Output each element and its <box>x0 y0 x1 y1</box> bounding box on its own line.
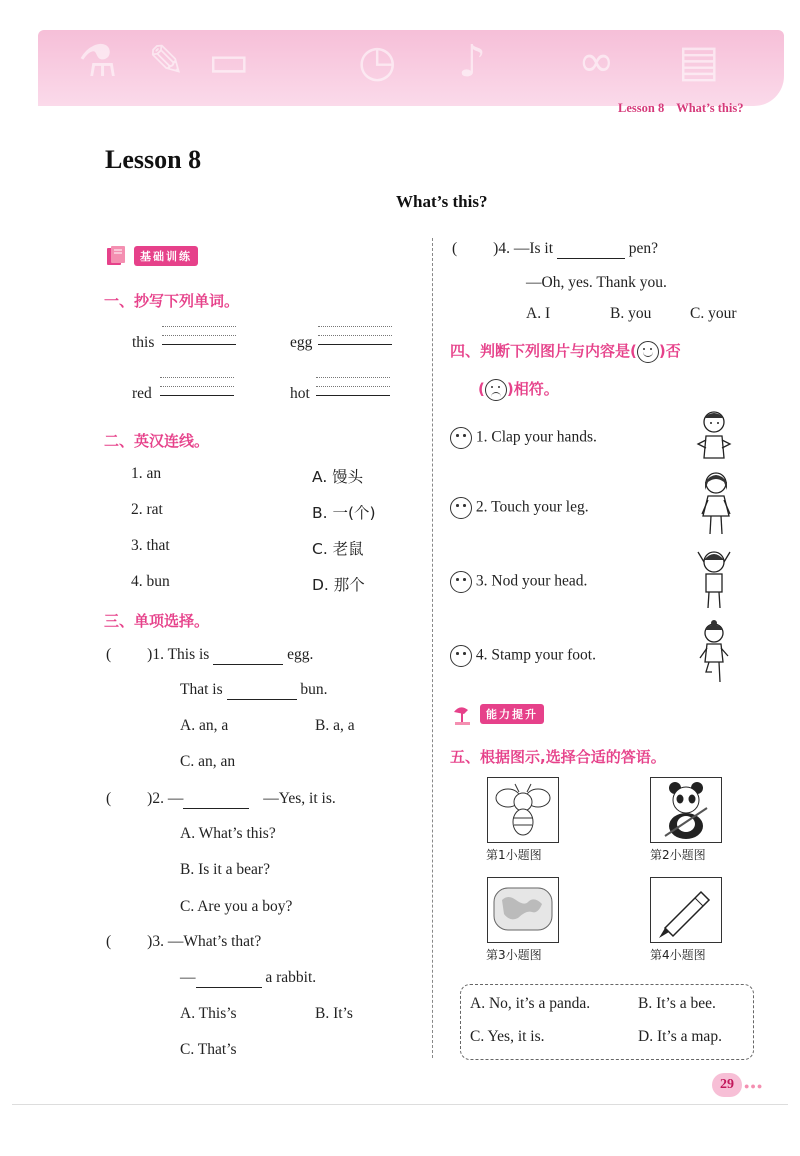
picture-panda <box>650 777 722 843</box>
paren-open: ( <box>106 646 112 663</box>
copy-line-egg[interactable] <box>318 322 392 348</box>
paren-close: ) <box>147 933 153 950</box>
q2-option-a[interactable]: A. What’s this? <box>180 825 276 842</box>
section2-heading: 二、英汉连线。 <box>104 432 210 450</box>
q2-answer-paren[interactable] <box>106 790 336 809</box>
match-right-a[interactable]: A. 馒头 <box>312 468 364 486</box>
q4-option-c[interactable]: C. your <box>690 305 737 322</box>
match-right-d[interactable]: D. 那个 <box>312 576 365 594</box>
copy-line-red[interactable] <box>160 373 234 399</box>
judge-item-1 <box>450 427 597 449</box>
q3-answer-paren[interactable] <box>106 933 261 951</box>
q1-option-a[interactable]: A. an, a <box>180 717 229 734</box>
copy-line-hot[interactable] <box>316 373 390 399</box>
child-clapping-illustration <box>692 408 738 464</box>
q4-blank[interactable] <box>557 240 625 259</box>
answer-a[interactable]: A. No, it’s a panda. <box>470 995 591 1012</box>
answer-c[interactable]: C. Yes, it is. <box>470 1028 545 1045</box>
judge-item-2 <box>450 497 589 519</box>
word-this: this <box>132 334 155 351</box>
q1-option-b[interactable]: B. a, a <box>315 717 355 734</box>
q1-blank2[interactable] <box>227 681 297 700</box>
sad-face-icon <box>485 379 507 401</box>
section4-heading-part1: 四、判断下列图片与内容是( <box>450 342 637 360</box>
q4-stem: 4. —Is it <box>498 240 554 257</box>
picture-pen <box>650 877 722 943</box>
caption-2: 第2小题图 <box>650 848 706 862</box>
smiley-face-icon <box>637 341 659 363</box>
q3-option-a[interactable]: A. This’s <box>180 1005 237 1022</box>
page-dots-decoration: ●●● <box>744 1081 764 1091</box>
q2-option-b[interactable]: B. Is it a bear? <box>180 861 270 878</box>
q3-option-b[interactable]: B. It’s <box>315 1005 353 1022</box>
section4-heading-part2: )否 <box>658 342 681 360</box>
notebook-icon: ▤ <box>678 36 720 87</box>
answer-face-icon[interactable] <box>450 427 472 449</box>
q1-stem-end: egg. <box>287 646 314 663</box>
match-left-1[interactable]: 1. an <box>131 465 162 482</box>
column-divider <box>432 238 433 1058</box>
q1-line2 <box>180 681 328 700</box>
book-stack-icon <box>104 244 130 268</box>
match-left-3[interactable]: 3. that <box>131 537 170 554</box>
bee-icon <box>488 778 558 842</box>
match-left-4[interactable]: 4. bun <box>131 573 170 590</box>
girl-stamping-foot-illustration <box>694 620 734 686</box>
clock-icon: ◷ <box>358 36 397 87</box>
section4-heading-line2 <box>478 378 559 401</box>
copy-line-this[interactable] <box>162 322 236 348</box>
match-right-c[interactable]: C. 老鼠 <box>312 540 364 558</box>
judge-item-3 <box>450 571 587 593</box>
pencil-icon: ✎ <box>148 36 185 87</box>
answer-face-icon[interactable] <box>450 645 472 667</box>
judge-item-3-text: 3. Nod your head. <box>475 572 588 590</box>
section4-heading <box>450 340 681 363</box>
bottom-rule <box>12 1104 788 1105</box>
section3-heading: 三、单项选择。 <box>104 612 210 630</box>
boy-nodding-illustration <box>694 548 734 610</box>
q2-stem: 2. — <box>152 790 184 807</box>
paren-close: ) <box>147 790 153 807</box>
panda-icon <box>651 778 721 842</box>
lesson-title: Lesson 8 <box>105 145 202 174</box>
q1-answer-paren[interactable] <box>106 646 313 665</box>
book-icon: ▭ <box>208 36 250 87</box>
running-header <box>618 101 743 116</box>
paren-open: ( <box>106 790 112 807</box>
section5-heading: 五、根据图示,选择合适的答语。 <box>450 748 666 766</box>
answer-face-icon[interactable] <box>450 497 472 519</box>
beaker-icon: ⚗ <box>78 36 118 87</box>
running-header-title: What’s this? <box>676 101 744 115</box>
section4-heading-part3: ( <box>478 380 485 398</box>
caption-1: 第1小题图 <box>486 848 542 862</box>
q1-line2-end: bun. <box>300 681 328 698</box>
q4-option-b[interactable]: B. you <box>610 305 652 322</box>
q2-option-c[interactable]: C. Are you a boy? <box>180 898 293 915</box>
pen-icon <box>651 878 721 942</box>
word-hot: hot <box>290 385 310 402</box>
q3-option-c[interactable]: C. That’s <box>180 1041 237 1058</box>
q1-stem: 1. This is <box>152 646 210 663</box>
advanced-label: 能力提升 <box>480 704 544 724</box>
q4-stem-end: pen? <box>628 240 659 257</box>
word-egg: egg <box>290 334 313 351</box>
picture-map <box>487 877 559 943</box>
q3-line2-end: a rabbit. <box>265 969 317 986</box>
section1-heading: 一、抄写下列单词。 <box>104 292 240 310</box>
q4-answer-paren[interactable] <box>452 240 658 259</box>
judge-item-2-text: 2. Touch your leg. <box>475 498 589 516</box>
word-red: red <box>132 385 152 402</box>
judge-item-4 <box>450 645 596 667</box>
q2-blank[interactable] <box>183 790 249 809</box>
header-banner <box>38 30 784 106</box>
lesson-subtitle: What’s this? <box>396 192 488 211</box>
q4-line2: —Oh, yes. Thank you. <box>526 274 667 291</box>
desk-lamp-icon <box>450 702 476 726</box>
match-left-2[interactable]: 2. rat <box>131 501 163 518</box>
section4-heading-part4: )相符。 <box>506 380 559 398</box>
note-icon: ♪ <box>458 36 487 87</box>
answer-d[interactable]: D. It’s a map. <box>638 1028 722 1045</box>
girl-touching-leg-illustration <box>696 470 736 540</box>
page-number: 29 <box>712 1073 742 1097</box>
paren-close: ) <box>493 240 499 257</box>
judge-item-1-text: 1. Clap your hands. <box>475 428 597 446</box>
caption-4: 第4小题图 <box>650 948 706 962</box>
answer-b[interactable]: B. It’s a bee. <box>638 995 716 1012</box>
running-header-lesson: Lesson 8 <box>618 101 665 115</box>
judge-item-4-text: 4. Stamp your foot. <box>475 646 596 664</box>
picture-bee <box>487 777 559 843</box>
q4-option-a[interactable]: A. I <box>526 305 551 322</box>
q2-stem-end: —Yes, it is. <box>263 790 336 807</box>
basic-training-badge <box>104 244 198 268</box>
paren-close: ) <box>147 646 153 663</box>
paren-open: ( <box>106 933 112 950</box>
match-right-b[interactable]: B. 一(个) <box>312 504 376 522</box>
q1-option-c[interactable]: C. an, an <box>180 753 236 770</box>
glasses-icon: ∞ <box>578 36 615 87</box>
advanced-badge <box>450 702 544 726</box>
q1-blank[interactable] <box>213 646 283 665</box>
q3-stem: 3. —What’s that? <box>152 933 262 950</box>
q3-line2-start: — <box>180 969 196 986</box>
basic-training-label: 基础训练 <box>134 246 198 266</box>
answer-face-icon[interactable] <box>450 571 472 593</box>
caption-3: 第3小题图 <box>486 948 542 962</box>
paren-open: ( <box>452 240 458 257</box>
q3-blank[interactable] <box>196 969 262 988</box>
q1-line2-start: That is <box>180 681 223 698</box>
q3-line2 <box>180 969 316 988</box>
world-map-icon <box>488 878 558 942</box>
